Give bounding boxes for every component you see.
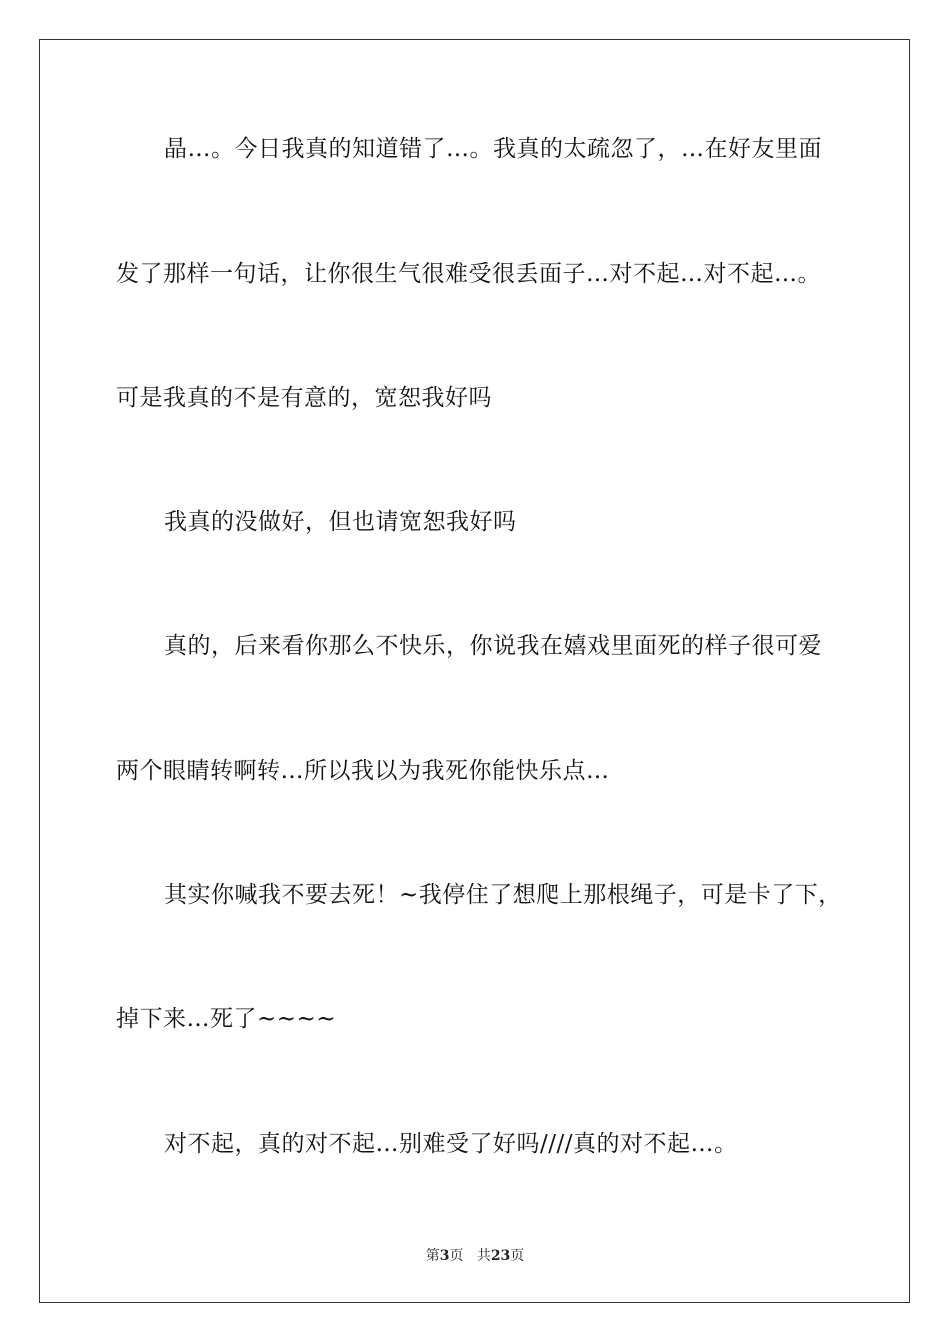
paragraph-line-2: 发了那样一句话，让你很生气很难受很丢面子…对不起…对不起…。 (116, 261, 821, 287)
paragraph-line-9: 对不起，真的对不起…别难受了好吗////真的对不起…。 (164, 1131, 738, 1157)
footer-page-number: 3 (439, 1248, 450, 1264)
paragraph-line-4: 我真的没做好，但也请宽恕我好吗 (164, 509, 517, 535)
footer-page-suffix: 页 (449, 1248, 464, 1264)
paragraph-line-5: 真的，后来看你那么不快乐，你说我在嬉戏里面死的样子很可爱 (164, 633, 822, 659)
paragraph-line-6: 两个眼睛转啊转…所以我以为我死你能快乐点… (116, 758, 610, 784)
paragraph-line-7: 其实你喊我不要去死！~我停住了想爬上那根绳子，可是卡了下， (164, 882, 842, 908)
paragraph-line-1: 晶…。今日我真的知道错了…。我真的太疏忽了，…在好友里面 (164, 136, 822, 162)
page-footer (0, 1246, 950, 1266)
footer-total-prefix: 共 (476, 1248, 491, 1264)
footer-page-prefix: 第 (425, 1248, 440, 1264)
footer-total-pages: 23 (490, 1248, 511, 1264)
footer-total-suffix: 页 (510, 1248, 525, 1264)
page-frame (39, 39, 910, 1303)
paragraph-line-3: 可是我真的不是有意的，宽恕我好吗 (116, 385, 492, 411)
paragraph-line-8: 掉下来…死了~~~~ (116, 1006, 337, 1032)
